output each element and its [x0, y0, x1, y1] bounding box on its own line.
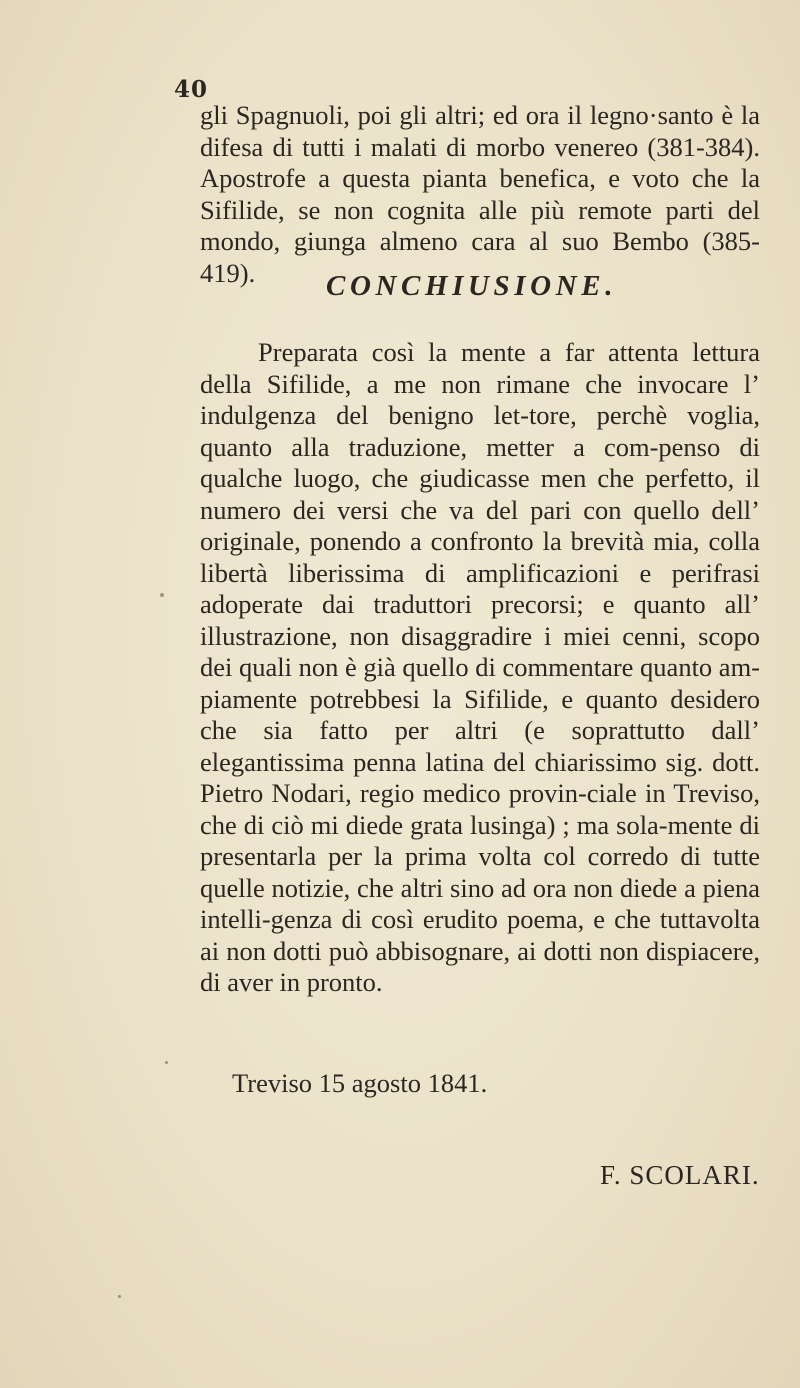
place-date: Treviso 15 agosto 1841. — [232, 1068, 488, 1098]
author-signature: F. SCOLARI. — [600, 1160, 760, 1190]
conclusion-paragraph: Preparata così la mente a far attenta lettura della Sifilide, a me non rimane che invocare l’ indulgenza del benigno let-tore, perchè voglia, quanto alla traduzione, metter a com-penso di qualche luogo, che giudicasse men che perfetto, il numero dei versi che va del pari con quello dell’ originale, ponendo a confronto la brevità mia, colla libertà liberissima di amplificazioni e perifrasi adoperate dai traduttori precorsi; e quanto all’ illustrazione, non disaggradire i miei cenni, scopo dei quali non è già quello di commentare quanto am-piamente potrebbesi la Sifilide, e quanto desidero che sia fatto per altri (e soprattutto dall’ elegantissima penna latina del chiarissimo sig. dott. Pietro Nodari, regio medico provin-ciale in Treviso, che di ciò mi diede grata lusinga) ; ma sola-mente di presentarla per la prima volta col corredo di tutte quelle notizie, che altri sino ad ora non diede a piena intelli-genza di così erudito poema, e che tuttavolta ai non dotti può abbisognare, ai dotti non dispiacere, di aver in pronto. — [200, 337, 761, 997]
page-number: 40 — [174, 76, 209, 103]
section-heading: CONCHIUSIONE. — [326, 270, 618, 302]
foxing-spot — [160, 593, 164, 597]
foxing-spot — [165, 1061, 168, 1064]
intro-paragraph: gli Spagnuoli, poi gli altri; ed ora il legno·santo è la difesa di tutti i malati di morbo venereo (381-384). Apostrofe a questa pianta benefica, e voto che la Sifilide, se non cognita alle più remote parti del mondo, giunga almeno cara al suo Bembo (385-419). — [200, 100, 760, 288]
foxing-spot — [118, 1295, 121, 1298]
